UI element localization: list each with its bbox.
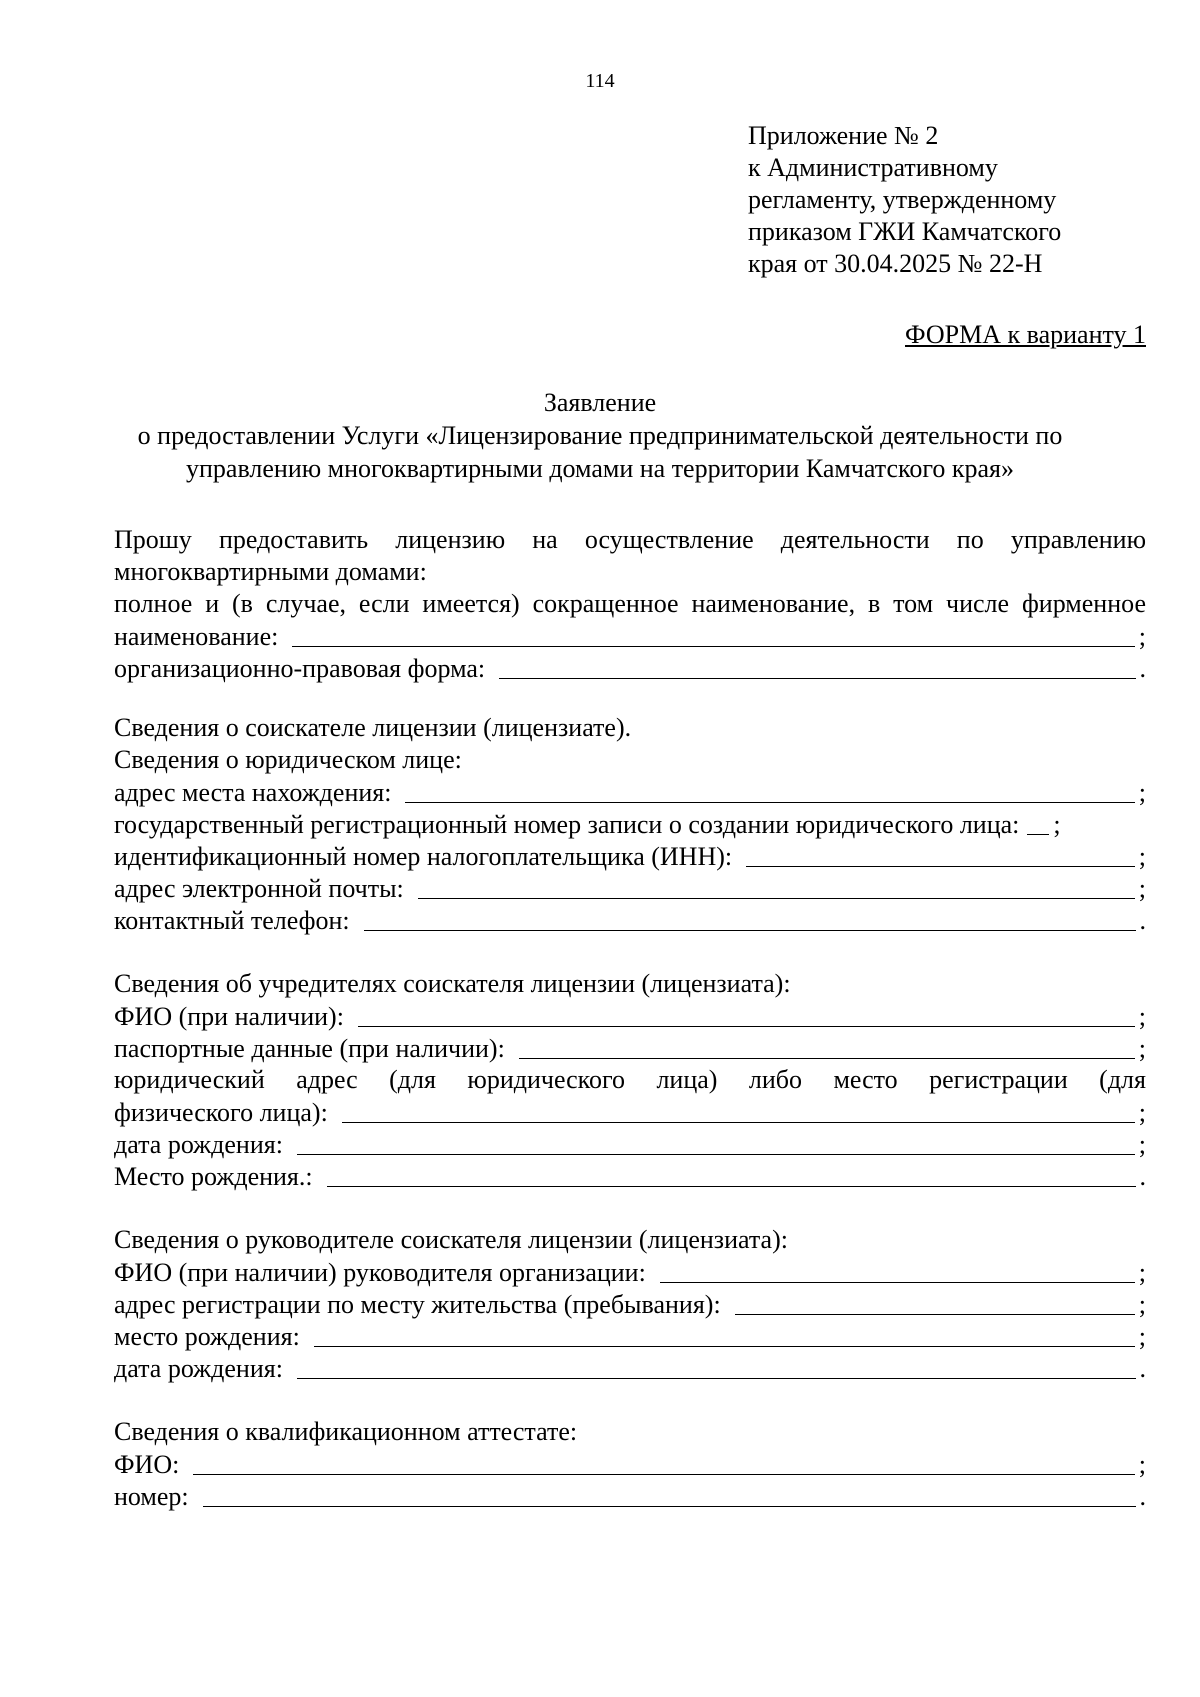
field-terminator: . [1139, 654, 1146, 683]
section-heading: Сведения о соискателе лицензии (лицензиате). [114, 713, 632, 742]
director-address-field-row [114, 1288, 1146, 1320]
field-label: контактный телефон: [114, 906, 350, 935]
field-label: паспортные данные (при наличии): [114, 1034, 505, 1063]
phone-input-line[interactable] [364, 906, 1136, 931]
field-terminator: . [1139, 1162, 1146, 1191]
ogrn-field-row [114, 808, 1146, 840]
field-terminator: . [1139, 1482, 1146, 1511]
founder-passport-input-line[interactable] [519, 1034, 1135, 1059]
address-input-line[interactable] [405, 778, 1134, 803]
field-terminator: ; [1138, 1322, 1146, 1351]
ogrn-input-line[interactable] [1027, 810, 1049, 835]
field-terminator: . [1139, 1354, 1146, 1383]
field-label: адрес места нахождения: [114, 778, 392, 807]
field-label: дата рождения: [114, 1130, 283, 1159]
founder-birthdate-input-line[interactable] [297, 1130, 1135, 1155]
request-text-line: полное и (в случае, если имеется) сокращенное наименование, в том числе фирменное [114, 589, 1146, 618]
certificate-fio-field-row [114, 1448, 1146, 1480]
field-terminator: . [1139, 906, 1146, 935]
appendix-line: регламенту, утвержденному [748, 185, 1057, 214]
section-heading: Сведения об учредителях соискателя лицензии (лицензиата): [114, 969, 791, 998]
section-subheading: Сведения о юридическом лице: [114, 745, 462, 774]
inn-field-row [114, 840, 1146, 872]
field-label: ФИО (при наличии): [114, 1002, 344, 1031]
field-terminator: ; [1053, 810, 1061, 839]
name-input-line[interactable] [292, 622, 1134, 647]
page-number: 114 [585, 70, 615, 92]
field-terminator: ; [1138, 1034, 1146, 1063]
field-label: адрес регистрации по месту жительства (пребывания): [114, 1290, 721, 1319]
field-label: организационно-правовая форма: [114, 654, 486, 683]
founder-address-text-line: юридический адрес (для юридического лица) либо место регистрации (для [114, 1065, 1146, 1094]
director-birthplace-input-line[interactable] [314, 1322, 1135, 1347]
orgform-input-line[interactable] [499, 654, 1135, 679]
field-label: дата рождения: [114, 1354, 283, 1383]
field-label: государственный регистрационный номер записи о создании юридического лица: [114, 810, 1020, 839]
field-terminator: ; [1138, 842, 1146, 871]
appendix-line: края от 30.04.2025 № 22-Н [748, 249, 1043, 278]
title-line: о предоставлении Услуги «Лицензирование предпринимательской деятельности по [137, 421, 1063, 450]
founder-fio-field-row [114, 1000, 1146, 1032]
founder-address-field-row [114, 1096, 1146, 1128]
field-terminator: ; [1138, 622, 1146, 651]
field-terminator: ; [1138, 1258, 1146, 1287]
appendix-line: Приложение № 2 [748, 121, 939, 150]
orgform-field-row [114, 652, 1146, 684]
field-label: Место рождения.: [114, 1162, 313, 1191]
form-variant-label: ФОРМА к варианту 1 [905, 320, 1146, 349]
certificate-fio-input-line[interactable] [193, 1450, 1134, 1475]
founder-passport-field-row [114, 1032, 1146, 1064]
field-terminator: ; [1138, 1002, 1146, 1031]
appendix-header [748, 120, 1061, 280]
field-terminator: ; [1138, 874, 1146, 903]
title-line: управлению многоквартирными домами на территории Камчатского края» [186, 454, 1014, 483]
field-label: место рождения: [114, 1322, 300, 1351]
field-terminator: ; [1138, 1290, 1146, 1319]
director-birthdate-input-line[interactable] [297, 1354, 1136, 1379]
request-text-line: многоквартирными домами: [114, 557, 427, 586]
founder-birthplace-field-row [114, 1160, 1146, 1192]
phone-field-row [114, 904, 1146, 936]
director-fio-field-row [114, 1256, 1146, 1288]
director-address-input-line[interactable] [735, 1290, 1135, 1315]
field-terminator: ; [1138, 1098, 1146, 1127]
inn-input-line[interactable] [746, 842, 1135, 867]
field-label: ФИО: [114, 1450, 180, 1479]
address-field-row [114, 776, 1146, 808]
certificate-number-input-line[interactable] [203, 1482, 1136, 1507]
founder-address-input-line[interactable] [342, 1098, 1135, 1123]
founder-birthplace-input-line[interactable] [327, 1162, 1136, 1187]
email-field-row [114, 872, 1146, 904]
field-terminator: ; [1138, 778, 1146, 807]
appendix-line: к Административному [748, 153, 998, 182]
name-field-row [114, 620, 1146, 652]
request-text-line: Прошу предоставить лицензию на осуществление деятельности по управлению [114, 525, 1146, 554]
section-heading: Сведения о квалификационном аттестате: [114, 1417, 578, 1446]
field-label: наименование: [114, 622, 279, 651]
appendix-line: приказом ГЖИ Камчатского [748, 217, 1062, 246]
email-input-line[interactable] [418, 874, 1135, 899]
document-title [0, 386, 1200, 485]
certificate-number-field-row [114, 1480, 1146, 1512]
field-label: физического лица): [114, 1098, 328, 1127]
section-heading: Сведения о руководителе соискателя лицензии (лицензиата): [114, 1225, 788, 1254]
field-label: адрес электронной почты: [114, 874, 404, 903]
field-label: номер: [114, 1482, 189, 1511]
director-birthplace-field-row [114, 1320, 1146, 1352]
field-terminator: ; [1138, 1130, 1146, 1159]
title-line: Заявление [543, 388, 657, 417]
field-label: идентификационный номер налогоплательщика (ИНН): [114, 842, 733, 871]
founder-birthdate-field-row [114, 1128, 1146, 1160]
founder-fio-input-line[interactable] [358, 1002, 1135, 1027]
field-label: ФИО (при наличии) руководителя организации: [114, 1258, 646, 1287]
director-fio-input-line[interactable] [660, 1258, 1135, 1283]
director-birthdate-field-row [114, 1352, 1146, 1384]
field-terminator: ; [1138, 1450, 1146, 1479]
